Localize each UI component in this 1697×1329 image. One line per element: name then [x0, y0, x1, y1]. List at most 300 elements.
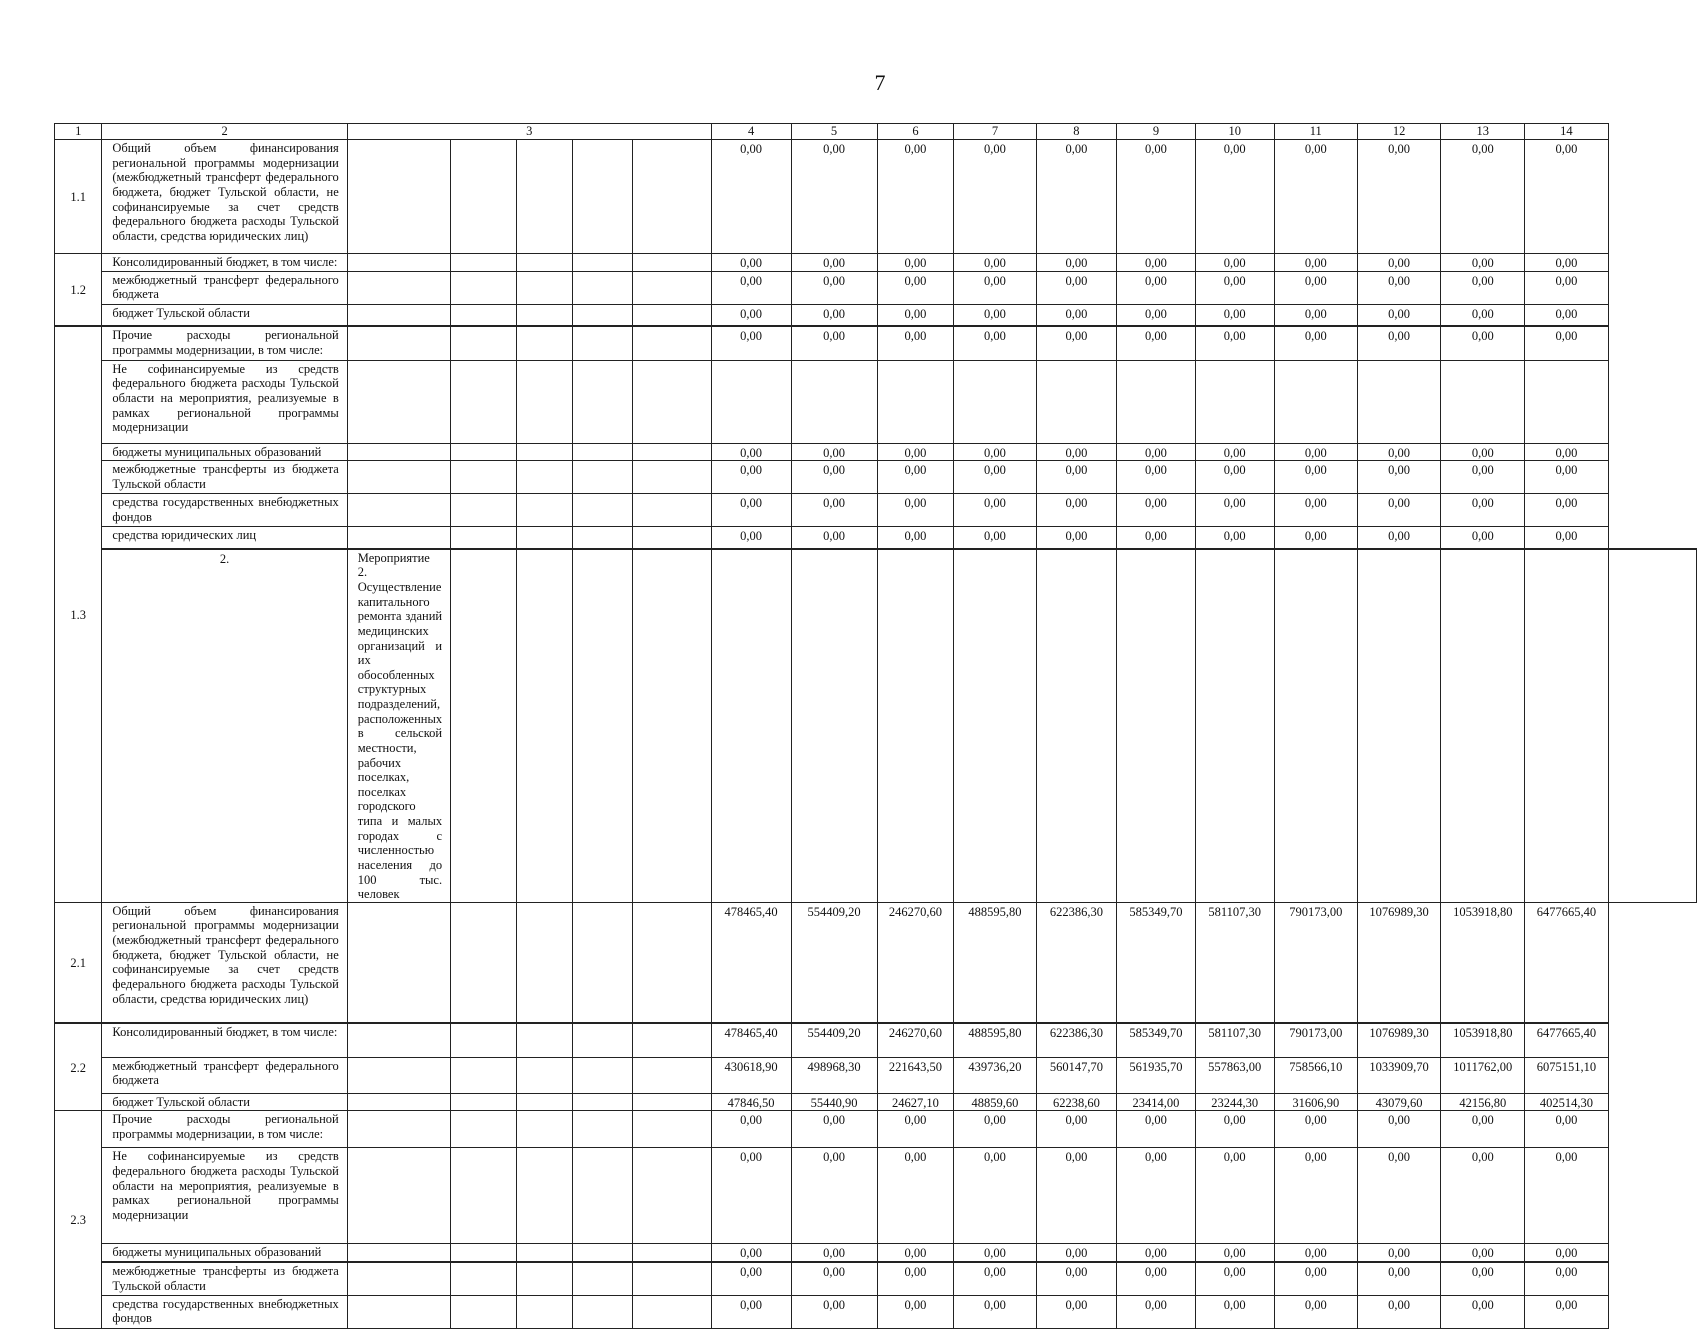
table-row — [55, 304, 1697, 326]
value-cell: 0,00 — [1117, 254, 1195, 272]
value-cell: 43079,60 — [1357, 1093, 1441, 1111]
value-cell: 0,00 — [1357, 527, 1441, 549]
value-cell: 0,00 — [791, 1111, 877, 1148]
table-row — [55, 494, 1697, 527]
value-cell — [791, 360, 877, 443]
value-cell: 0,00 — [1117, 271, 1195, 304]
value-cell: 221643,50 — [877, 1057, 954, 1093]
blank-cell — [451, 461, 517, 494]
blank-cell — [347, 1023, 450, 1057]
blank-cell — [451, 902, 517, 1023]
blank-cell — [451, 1262, 517, 1295]
table-row — [55, 326, 1697, 360]
value-cell: 0,00 — [954, 1148, 1036, 1244]
value-cell: 488595,80 — [954, 1023, 1036, 1057]
blank-cell — [517, 271, 573, 304]
value-cell: 0,00 — [1036, 494, 1117, 527]
value-cell: 0,00 — [1036, 443, 1117, 461]
value-cell: 0,00 — [1117, 1148, 1195, 1244]
value-cell: 0,00 — [711, 1262, 791, 1295]
value-cell: 0,00 — [877, 527, 954, 549]
value-cell: 0,00 — [791, 304, 877, 326]
blank-cell — [517, 494, 573, 527]
header-row — [55, 124, 1697, 140]
value-cell: 0,00 — [954, 443, 1036, 461]
value-cell: 0,00 — [791, 527, 877, 549]
value-cell: 0,00 — [711, 326, 791, 360]
row-description: Консолидированный бюджет, в том числе: — [102, 1023, 347, 1057]
value-cell: 0,00 — [954, 271, 1036, 304]
value-cell: 0,00 — [1357, 1295, 1441, 1328]
value-cell: 6075151,10 — [1525, 1057, 1609, 1093]
blank-cell — [347, 360, 450, 443]
value-cell: 0,00 — [711, 254, 791, 272]
blank-cell — [451, 494, 517, 527]
value-cell: 0,00 — [1357, 326, 1441, 360]
blank-cell — [347, 1057, 450, 1093]
value-cell: 0,00 — [1274, 1148, 1357, 1244]
value-cell: 0,00 — [1274, 1262, 1357, 1295]
blank-cell — [517, 1148, 573, 1244]
value-cell: 0,00 — [954, 494, 1036, 527]
value-cell: 0,00 — [1525, 1148, 1609, 1244]
value-cell: 0,00 — [791, 271, 877, 304]
value-cell: 0,00 — [711, 461, 791, 494]
blank-cell — [572, 549, 633, 903]
value-cell: 0,00 — [877, 1111, 954, 1148]
blank-cell — [451, 360, 517, 443]
blank-cell — [572, 1057, 633, 1093]
column-header: 14 — [1525, 124, 1609, 140]
value-cell: 0,00 — [1195, 1244, 1274, 1262]
value-cell: 0,00 — [1036, 1244, 1117, 1262]
row-description: межбюджетные трансферты из бюджета Тульской области — [102, 1262, 347, 1295]
value-cell: 0,00 — [1441, 1262, 1525, 1295]
blank-cell — [347, 304, 450, 326]
value-cell: 0,00 — [954, 1262, 1036, 1295]
value-cell: 0,00 — [1036, 1148, 1117, 1244]
value-cell: 0,00 — [1441, 1244, 1525, 1262]
value-cell: 0,00 — [711, 494, 791, 527]
blank-cell — [517, 326, 573, 360]
value-cell: 0,00 — [1441, 1295, 1525, 1328]
value-cell: 0,00 — [877, 254, 954, 272]
blank-cell — [517, 1093, 573, 1111]
value-cell: 0,00 — [1441, 1148, 1525, 1244]
value-cell: 0,00 — [1195, 461, 1274, 494]
value-cell: 0,00 — [877, 304, 954, 326]
value-cell: 0,00 — [1525, 1262, 1609, 1295]
column-header: 11 — [1274, 124, 1357, 140]
table-row — [55, 140, 1697, 254]
value-cell: 0,00 — [791, 1295, 877, 1328]
value-cell: 790173,00 — [1274, 1023, 1357, 1057]
value-cell: 0,00 — [1195, 254, 1274, 272]
row-description: Консолидированный бюджет, в том числе: — [102, 254, 347, 272]
value-cell: 0,00 — [1357, 494, 1441, 527]
blank-cell — [633, 254, 711, 272]
value-cell: 0,00 — [1195, 527, 1274, 549]
value-cell — [1357, 549, 1441, 903]
blank-cell — [572, 1093, 633, 1111]
blank-cell — [633, 1148, 711, 1244]
blank-cell — [517, 1262, 573, 1295]
row-description: Общий объем финансирования региональной программы модернизации (межбюджетный трансферт федерального бюджета, бюджет Тульской области, не софинансируемые за счет средств федерального бюджета расходы Тульской области, средства юридических лиц) — [102, 140, 347, 254]
blank-cell — [451, 1148, 517, 1244]
value-cell — [1608, 549, 1696, 903]
value-cell: 0,00 — [1036, 461, 1117, 494]
value-cell: 0,00 — [954, 461, 1036, 494]
value-cell: 0,00 — [1525, 1244, 1609, 1262]
row-code: 1.1 — [55, 140, 102, 254]
value-cell: 0,00 — [1195, 1295, 1274, 1328]
value-cell: 585349,70 — [1117, 902, 1195, 1023]
blank-cell — [347, 902, 450, 1023]
value-cell: 0,00 — [1525, 527, 1609, 549]
blank-cell — [572, 527, 633, 549]
column-header: 12 — [1357, 124, 1441, 140]
blank-cell — [572, 1023, 633, 1057]
blank-cell — [517, 443, 573, 461]
value-cell: 0,00 — [1117, 1111, 1195, 1148]
value-cell: 0,00 — [1357, 271, 1441, 304]
value-cell: 0,00 — [877, 1244, 954, 1262]
value-cell: 0,00 — [1525, 443, 1609, 461]
value-cell: 0,00 — [1274, 527, 1357, 549]
row-description: Прочие расходы региональной программы модернизации, в том числе: — [102, 326, 347, 360]
blank-cell — [517, 527, 573, 549]
blank-cell — [572, 326, 633, 360]
financing-table — [54, 123, 1697, 1329]
blank-cell — [572, 1148, 633, 1244]
value-cell: 0,00 — [877, 140, 954, 254]
blank-cell — [347, 254, 450, 272]
value-cell: 0,00 — [1525, 271, 1609, 304]
value-cell: 439736,20 — [954, 1057, 1036, 1093]
value-cell: 0,00 — [1195, 494, 1274, 527]
value-cell: 0,00 — [1525, 1111, 1609, 1148]
blank-cell — [517, 1111, 573, 1148]
value-cell: 47846,50 — [711, 1093, 791, 1111]
blank-cell — [347, 1244, 450, 1262]
blank-cell — [633, 1093, 711, 1111]
blank-cell — [451, 326, 517, 360]
blank-cell — [633, 140, 711, 254]
value-cell: 0,00 — [1357, 1148, 1441, 1244]
blank-cell — [633, 1244, 711, 1262]
row-code: 2.1 — [55, 902, 102, 1023]
value-cell: 6477665,40 — [1525, 1023, 1609, 1057]
blank-cell — [633, 271, 711, 304]
table-row — [55, 443, 1697, 461]
value-cell: 0,00 — [954, 304, 1036, 326]
blank-cell — [451, 1244, 517, 1262]
value-cell: 1053918,80 — [1441, 1023, 1525, 1057]
value-cell: 1011762,00 — [1441, 1057, 1525, 1093]
blank-cell — [633, 304, 711, 326]
table-row — [55, 1023, 1697, 1057]
value-cell: 402514,30 — [1525, 1093, 1609, 1111]
column-header: 9 — [1117, 124, 1195, 140]
blank-cell — [633, 443, 711, 461]
column-header: 3 — [347, 124, 711, 140]
blank-cell — [451, 1111, 517, 1148]
row-code: 2.2 — [55, 1023, 102, 1111]
blank-cell — [451, 1295, 517, 1328]
blank-cell — [633, 527, 711, 549]
row-description: межбюджетный трансферт федерального бюджета — [102, 1057, 347, 1093]
blank-cell — [517, 461, 573, 494]
value-cell: 622386,30 — [1036, 1023, 1117, 1057]
value-cell: 0,00 — [1441, 1111, 1525, 1148]
blank-cell — [633, 549, 711, 903]
blank-cell — [347, 527, 450, 549]
table-row — [55, 461, 1697, 494]
value-cell: 585349,70 — [1117, 1023, 1195, 1057]
value-cell: 622386,30 — [1036, 902, 1117, 1023]
value-cell: 0,00 — [791, 1148, 877, 1244]
row-description: Мероприятие 2. Осуществление капитального ремонта зданий медицинских организаций и их обособленных структурных подразделений, расположенных в сельской местности, рабочих поселках, поселках городского типа и малых городах с численностью населения до 100 тыс. человек — [347, 549, 450, 903]
value-cell: 0,00 — [711, 527, 791, 549]
value-cell: 0,00 — [1441, 494, 1525, 527]
value-cell: 23414,00 — [1117, 1093, 1195, 1111]
value-cell — [1117, 549, 1195, 903]
value-cell: 0,00 — [1441, 443, 1525, 461]
blank-cell — [572, 271, 633, 304]
row-description: Общий объем финансирования региональной программы модернизации (межбюджетный трансферт федерального бюджета, бюджет Тульской области, не софинансируемые за счет средств федерального бюджета расходы Тульской области, средства юридических лиц) — [102, 902, 347, 1023]
blank-cell — [517, 1057, 573, 1093]
value-cell: 48859,60 — [954, 1093, 1036, 1111]
value-cell — [1274, 360, 1357, 443]
value-cell: 0,00 — [1441, 326, 1525, 360]
column-header: 10 — [1195, 124, 1274, 140]
value-cell: 42156,80 — [1441, 1093, 1525, 1111]
value-cell — [1525, 360, 1609, 443]
value-cell: 0,00 — [1525, 304, 1609, 326]
value-cell: 758566,10 — [1274, 1057, 1357, 1093]
value-cell: 1033909,70 — [1357, 1057, 1441, 1093]
value-cell — [1195, 549, 1274, 903]
value-cell: 0,00 — [1274, 304, 1357, 326]
value-cell: 0,00 — [1357, 140, 1441, 254]
blank-cell — [347, 461, 450, 494]
value-cell: 0,00 — [1357, 443, 1441, 461]
value-cell: 0,00 — [711, 271, 791, 304]
value-cell: 0,00 — [877, 461, 954, 494]
value-cell: 430618,90 — [711, 1057, 791, 1093]
value-cell: 0,00 — [1357, 304, 1441, 326]
value-cell: 0,00 — [1036, 254, 1117, 272]
value-cell: 0,00 — [954, 1111, 1036, 1148]
value-cell: 0,00 — [877, 443, 954, 461]
value-cell — [1274, 549, 1357, 903]
value-cell: 0,00 — [1525, 140, 1609, 254]
value-cell: 0,00 — [1036, 1295, 1117, 1328]
value-cell: 62238,60 — [1036, 1093, 1117, 1111]
value-cell: 0,00 — [711, 443, 791, 461]
row-description: бюджеты муниципальных образований — [102, 1244, 347, 1262]
value-cell: 0,00 — [1195, 271, 1274, 304]
value-cell: 0,00 — [1525, 461, 1609, 494]
value-cell: 0,00 — [791, 1244, 877, 1262]
table-row — [55, 527, 1697, 549]
blank-cell — [633, 494, 711, 527]
row-description: межбюджетные трансферты из бюджета Тульской области — [102, 461, 347, 494]
value-cell: 0,00 — [1117, 527, 1195, 549]
value-cell: 0,00 — [954, 1244, 1036, 1262]
blank-cell — [517, 304, 573, 326]
blank-cell — [347, 443, 450, 461]
table-row — [55, 1057, 1697, 1093]
blank-cell — [572, 360, 633, 443]
value-cell: 1076989,30 — [1357, 902, 1441, 1023]
value-cell: 557863,00 — [1195, 1057, 1274, 1093]
value-cell: 0,00 — [711, 140, 791, 254]
value-cell: 0,00 — [1525, 326, 1609, 360]
row-description: бюджеты муниципальных образований — [102, 443, 347, 461]
blank-cell — [633, 360, 711, 443]
value-cell: 0,00 — [1274, 271, 1357, 304]
value-cell: 0,00 — [877, 1295, 954, 1328]
value-cell — [954, 549, 1036, 903]
blank-cell — [572, 254, 633, 272]
value-cell: 246270,60 — [877, 1023, 954, 1057]
blank-cell — [633, 1057, 711, 1093]
column-header: 13 — [1441, 124, 1525, 140]
blank-cell — [451, 1057, 517, 1093]
column-header: 8 — [1036, 124, 1117, 140]
value-cell: 0,00 — [1525, 494, 1609, 527]
blank-cell — [451, 304, 517, 326]
row-description: средства государственных внебюджетных фондов — [102, 1295, 347, 1328]
page-number: 7 — [874, 70, 886, 95]
row-description: Не софинансируемые из средств федерального бюджета расходы Тульской области на мероприятия, реализуемые в рамках региональной программы модернизации — [102, 360, 347, 443]
value-cell: 0,00 — [1441, 254, 1525, 272]
value-cell: 0,00 — [1274, 1111, 1357, 1148]
value-cell: 55440,90 — [791, 1093, 877, 1111]
blank-cell — [517, 140, 573, 254]
blank-cell — [572, 494, 633, 527]
value-cell: 561935,70 — [1117, 1057, 1195, 1093]
table-row — [55, 1111, 1697, 1148]
value-cell — [954, 360, 1036, 443]
value-cell: 0,00 — [1357, 1111, 1441, 1148]
blank-cell — [633, 1295, 711, 1328]
blank-cell — [517, 254, 573, 272]
blank-cell — [572, 443, 633, 461]
value-cell: 0,00 — [1117, 1295, 1195, 1328]
table-row — [55, 1093, 1697, 1111]
value-cell: 0,00 — [877, 1148, 954, 1244]
row-code: 1.3 — [55, 326, 102, 902]
blank-cell — [572, 140, 633, 254]
value-cell: 0,00 — [954, 527, 1036, 549]
value-cell: 0,00 — [1117, 140, 1195, 254]
value-cell: 0,00 — [711, 1244, 791, 1262]
value-cell: 0,00 — [711, 1148, 791, 1244]
value-cell: 0,00 — [1036, 1262, 1117, 1295]
row-description: Не софинансируемые из средств федерального бюджета расходы Тульской области на мероприятия, реализуемые в рамках региональной программы модернизации — [102, 1148, 347, 1244]
value-cell: 0,00 — [1036, 527, 1117, 549]
value-cell: 0,00 — [791, 443, 877, 461]
column-header: 5 — [791, 124, 877, 140]
value-cell: 581107,30 — [1195, 902, 1274, 1023]
value-cell: 31606,90 — [1274, 1093, 1357, 1111]
value-cell: 1053918,80 — [1441, 902, 1525, 1023]
value-cell: 0,00 — [1274, 494, 1357, 527]
row-description: бюджет Тульской области — [102, 304, 347, 326]
value-cell: 0,00 — [1441, 140, 1525, 254]
blank-cell — [451, 271, 517, 304]
row-code: 2. — [102, 549, 347, 903]
value-cell: 23244,30 — [1195, 1093, 1274, 1111]
value-cell: 498968,30 — [791, 1057, 877, 1093]
value-cell: 0,00 — [1357, 461, 1441, 494]
blank-cell — [633, 902, 711, 1023]
table-row — [55, 254, 1697, 272]
blank-cell — [633, 461, 711, 494]
blank-cell — [451, 140, 517, 254]
table-row — [55, 271, 1697, 304]
row-description: Прочие расходы региональной программы модернизации, в том числе: — [102, 1111, 347, 1148]
blank-cell — [517, 549, 573, 903]
blank-cell — [347, 1111, 450, 1148]
row-description: бюджет Тульской области — [102, 1093, 347, 1111]
value-cell: 0,00 — [711, 1295, 791, 1328]
column-header: 1 — [55, 124, 102, 140]
row-description: межбюджетный трансферт федерального бюджета — [102, 271, 347, 304]
value-cell: 0,00 — [1274, 1244, 1357, 1262]
table-row — [55, 360, 1697, 443]
value-cell: 0,00 — [1036, 140, 1117, 254]
value-cell: 0,00 — [1117, 494, 1195, 527]
row-description: средства юридических лиц — [102, 527, 347, 549]
value-cell: 560147,70 — [1036, 1057, 1117, 1093]
blank-cell — [633, 1111, 711, 1148]
value-cell: 0,00 — [1117, 326, 1195, 360]
value-cell: 0,00 — [1195, 1148, 1274, 1244]
blank-cell — [451, 254, 517, 272]
value-cell — [1441, 360, 1525, 443]
value-cell: 0,00 — [954, 254, 1036, 272]
value-cell — [1525, 549, 1609, 903]
blank-cell — [711, 549, 791, 903]
value-cell: 0,00 — [1117, 1262, 1195, 1295]
blank-cell — [517, 360, 573, 443]
blank-cell — [572, 902, 633, 1023]
blank-cell — [347, 326, 450, 360]
blank-cell — [347, 1093, 450, 1111]
value-cell: 0,00 — [1274, 326, 1357, 360]
value-cell: 0,00 — [1441, 461, 1525, 494]
value-cell: 0,00 — [1195, 443, 1274, 461]
value-cell: 0,00 — [791, 254, 877, 272]
value-cell: 0,00 — [1274, 1295, 1357, 1328]
value-cell: 554409,20 — [791, 902, 877, 1023]
value-cell — [711, 360, 791, 443]
value-cell: 6477665,40 — [1525, 902, 1609, 1023]
value-cell: 0,00 — [1036, 1111, 1117, 1148]
value-cell: 488595,80 — [954, 902, 1036, 1023]
table-row — [55, 1295, 1697, 1328]
value-cell: 0,00 — [711, 1111, 791, 1148]
value-cell: 478465,40 — [711, 1023, 791, 1057]
blank-cell — [517, 1244, 573, 1262]
value-cell: 0,00 — [1441, 527, 1525, 549]
value-cell: 0,00 — [1117, 461, 1195, 494]
blank-cell — [572, 1111, 633, 1148]
blank-cell — [347, 271, 450, 304]
